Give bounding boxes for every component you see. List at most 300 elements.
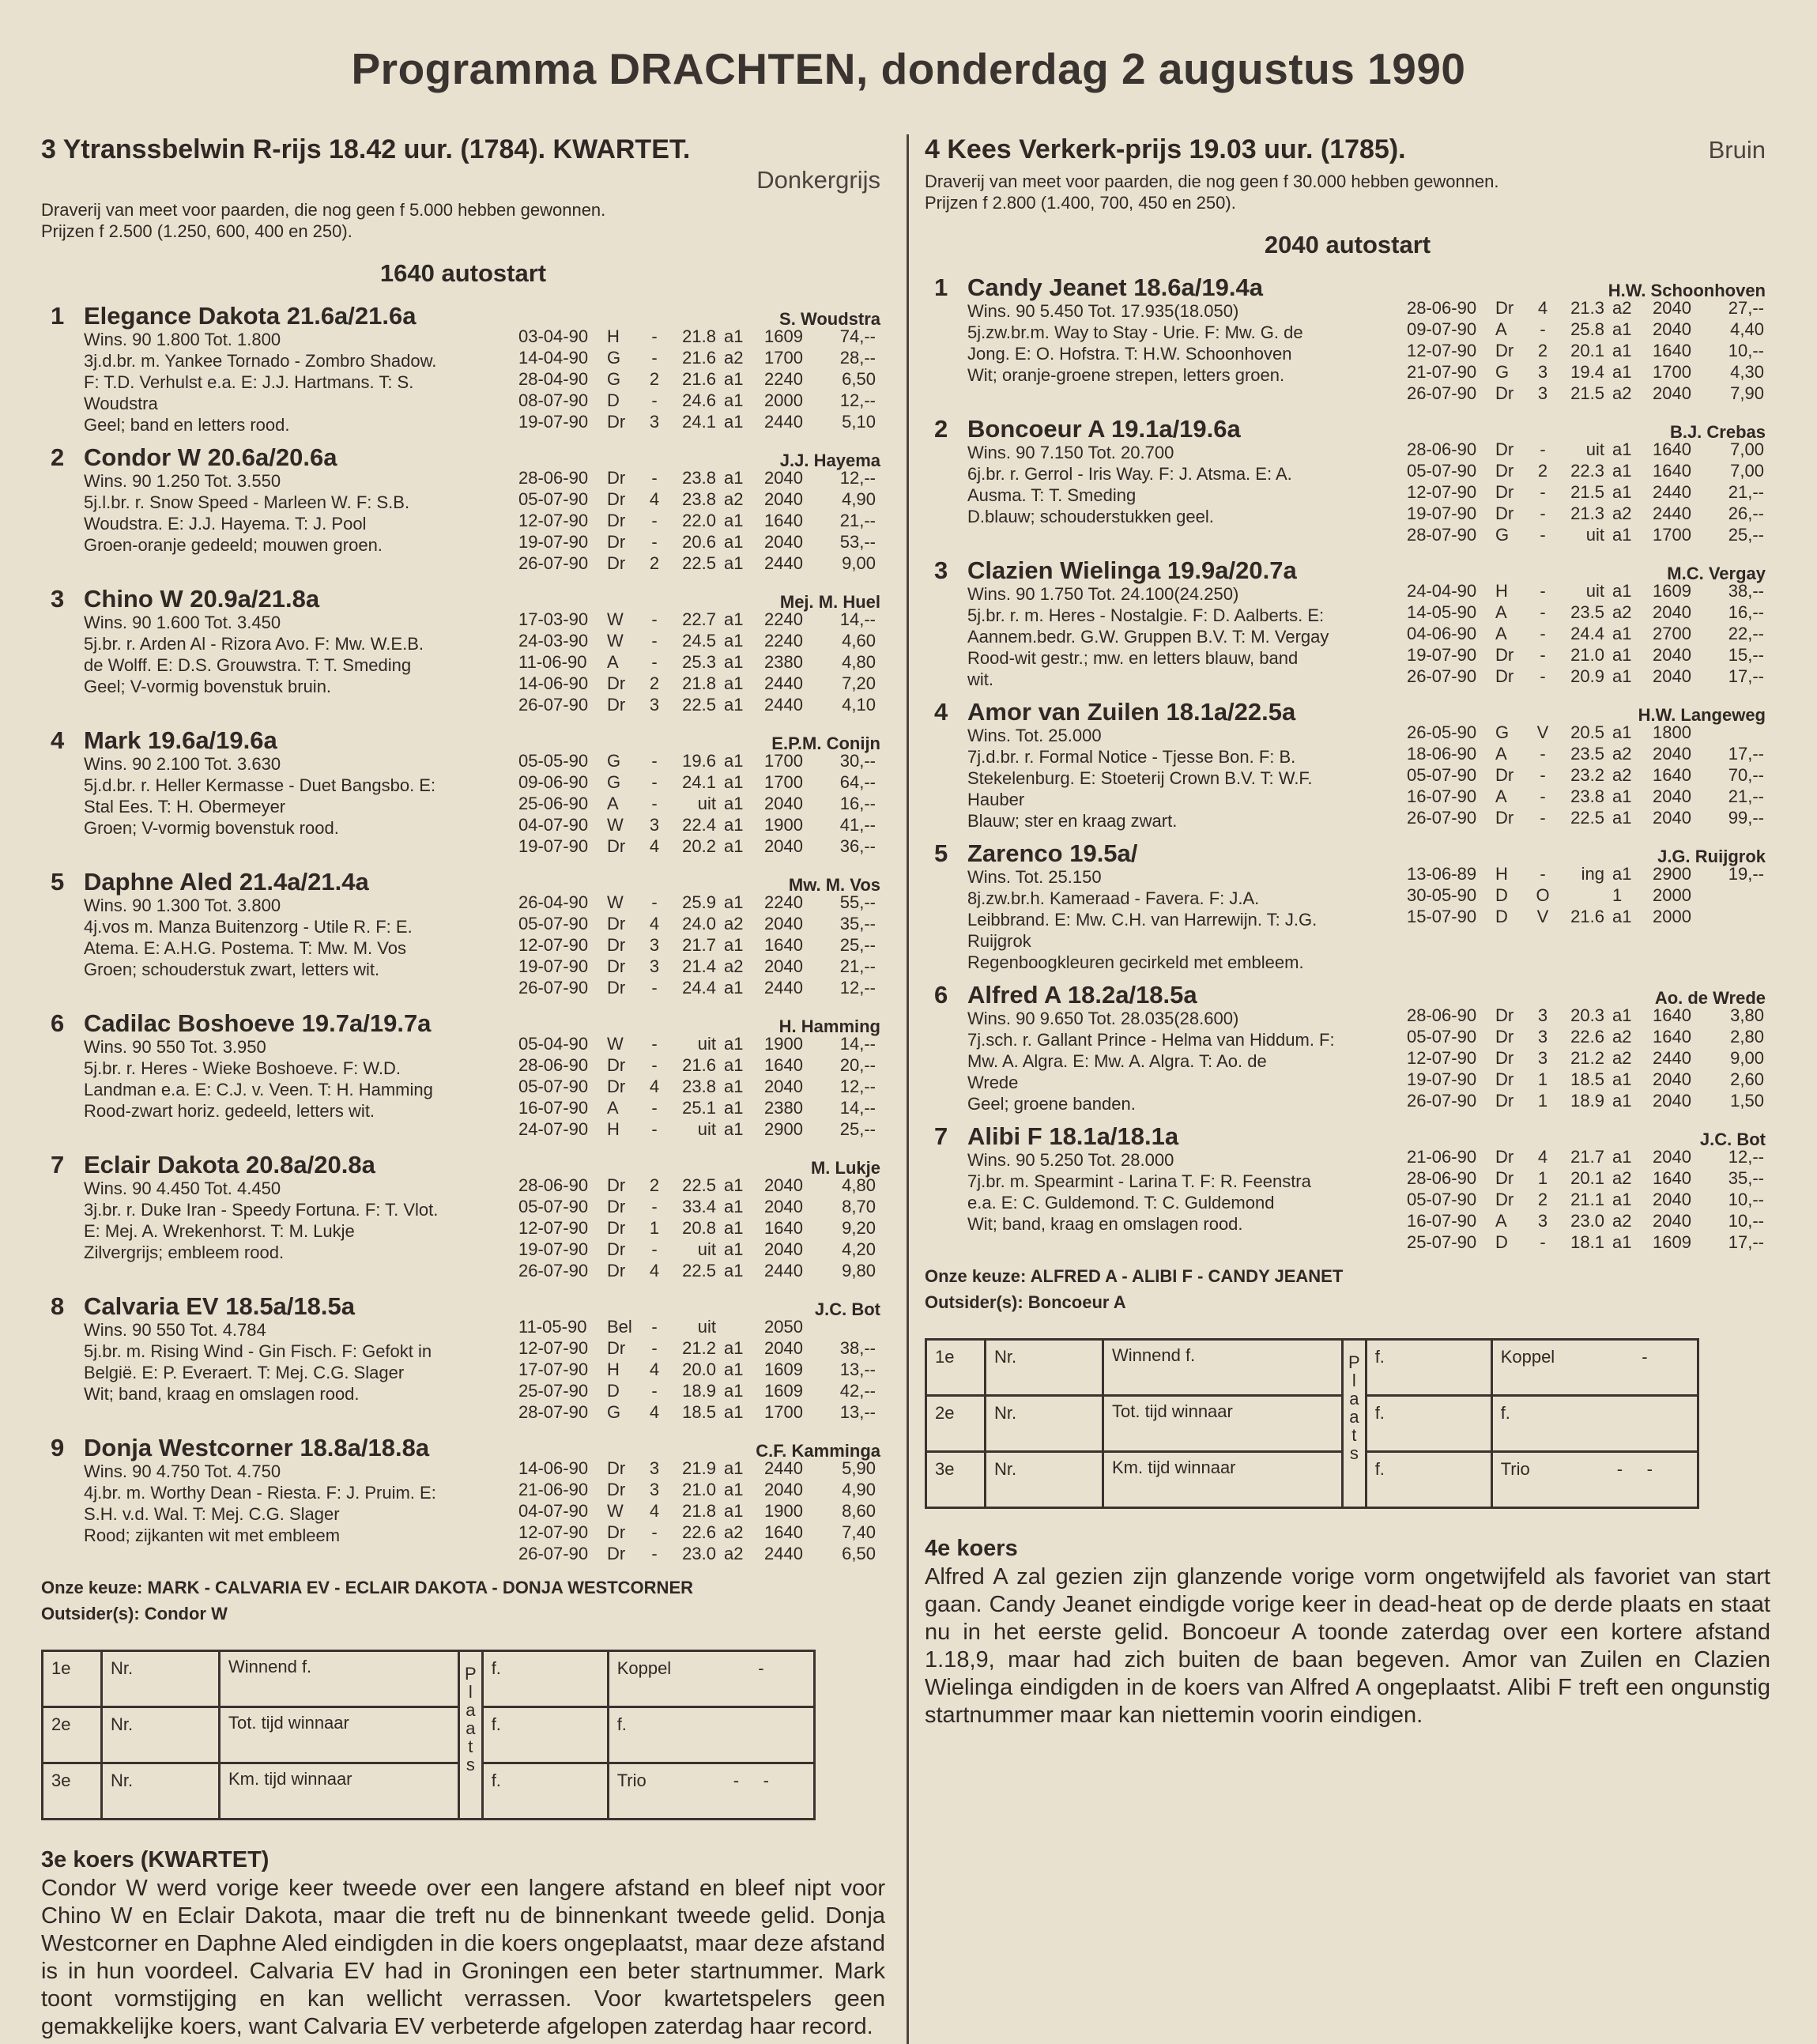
result-track: Dr xyxy=(607,1197,626,1216)
horse-info-line: Wins. 90 5.450 Tot. 17.935(18.050) xyxy=(967,301,1239,321)
horse-name: Amor van Zuilen 18.1a/22.5a xyxy=(967,698,1296,726)
result-prize: 7,20 xyxy=(842,673,876,693)
result-prize: 16,-- xyxy=(839,794,876,813)
result-prize: 6,50 xyxy=(842,369,876,389)
race-start: 1640 autostart xyxy=(379,259,547,287)
horse-header xyxy=(925,836,1770,866)
result-row xyxy=(1407,340,1764,361)
result-start: a1 xyxy=(1612,362,1632,382)
payout-f: f. xyxy=(1366,1340,1491,1396)
horse-body xyxy=(41,1175,885,1289)
result-time: uit xyxy=(697,1119,716,1139)
horse-trainer: J.J. Hayema xyxy=(779,451,880,470)
result-start: a1 xyxy=(1612,1190,1632,1209)
result-track: Dr xyxy=(1495,1168,1514,1188)
result-start: a1 xyxy=(1612,786,1632,806)
result-track: Dr xyxy=(607,553,626,573)
result-date: 12-07-90 xyxy=(1407,341,1477,360)
horse-info-line: Hauber xyxy=(967,790,1025,809)
result-track: H xyxy=(607,326,620,346)
result-prize: 36,-- xyxy=(839,836,876,856)
horse-info xyxy=(967,1149,1398,1235)
result-date: 18-06-90 xyxy=(1407,744,1477,764)
result-time: 21.2 xyxy=(1570,1048,1604,1068)
result-position: 4 xyxy=(649,836,660,856)
result-track: Dr xyxy=(607,1175,626,1195)
koppel-dash: - xyxy=(1642,1347,1648,1367)
result-date: 09-06-90 xyxy=(518,772,589,792)
horse-entry xyxy=(925,553,1770,695)
result-position: - xyxy=(651,326,658,346)
result-track: Dr xyxy=(1495,666,1514,686)
horse-info xyxy=(84,470,515,556)
result-track: Dr xyxy=(1495,383,1514,403)
result-date: 12-07-90 xyxy=(518,1522,589,1542)
result-row xyxy=(1407,1146,1764,1167)
result-track: Dr xyxy=(1495,298,1514,318)
result-track: Dr xyxy=(1495,461,1514,481)
result-start: a1 xyxy=(724,631,744,651)
result-row xyxy=(518,1522,876,1543)
result-date: 26-07-90 xyxy=(1407,808,1477,828)
result-prize: 2,80 xyxy=(1730,1027,1764,1047)
result-position: - xyxy=(651,609,658,629)
result-start: a2 xyxy=(724,914,744,933)
result-distance: 2380 xyxy=(764,652,803,672)
horse-info-line: Wins. Tot. 25.000 xyxy=(967,726,1102,745)
result-prize: 4,60 xyxy=(842,631,876,651)
result-distance: 2900 xyxy=(764,1119,803,1139)
horse-info-line: Zilvergrijs; embleem rood. xyxy=(84,1243,285,1262)
result-track: A xyxy=(1495,602,1507,622)
result-position: 4 xyxy=(649,1402,660,1422)
horse-info xyxy=(967,1008,1398,1114)
horse-info-line: Wins. 90 1.250 Tot. 3.550 xyxy=(84,471,281,491)
result-date: 14-04-90 xyxy=(518,348,589,368)
horse-body xyxy=(925,722,1770,836)
horse-info-line: Leibbrand. E: Mw. C.H. van Harrewijn. T: J.G. xyxy=(967,910,1318,930)
result-time: 21.1 xyxy=(1570,1190,1604,1209)
result-position: O xyxy=(1536,885,1550,905)
result-row xyxy=(1407,460,1764,481)
result-position: 3 xyxy=(649,412,660,432)
condition-line: Draverij van meet voor paarden, die nog geen f 30.000 hebben gewonnen. xyxy=(925,172,1499,191)
result-row xyxy=(1407,644,1764,666)
result-time: 21.3 xyxy=(1570,503,1604,523)
horse-info-line: Wins. 90 9.650 Tot. 28.035(28.600) xyxy=(967,1009,1239,1028)
result-date: 26-07-90 xyxy=(518,1544,589,1563)
race-color: Bruin xyxy=(1708,136,1766,164)
result-prize: 10,-- xyxy=(1728,1190,1764,1209)
horse-entry xyxy=(41,723,885,865)
result-track: Dr xyxy=(1495,482,1514,502)
horse-info-line: Stekelenburg. E: Stoeterij Crown B.V. T: W.F. xyxy=(967,768,1313,788)
horse-info xyxy=(84,329,515,436)
horse-name: Eclair Dakota 20.8a/20.8a xyxy=(84,1151,375,1179)
result-time: uit xyxy=(1585,581,1604,601)
result-prize: 5,10 xyxy=(842,412,876,432)
result-date: 24-07-90 xyxy=(518,1119,589,1139)
result-position: - xyxy=(651,1317,658,1337)
result-date: 28-06-90 xyxy=(1407,1005,1477,1025)
horse-info-line: Wins. Tot. 25.150 xyxy=(967,867,1102,887)
result-prize: 42,-- xyxy=(839,1381,876,1401)
horse-header xyxy=(925,553,1770,583)
horse-body xyxy=(41,1458,885,1572)
result-prize: 7,90 xyxy=(1730,383,1764,403)
result-date: 14-05-90 xyxy=(1407,602,1477,622)
result-row xyxy=(1407,722,1764,743)
result-time: 22.5 xyxy=(1570,808,1604,828)
result-date: 19-07-90 xyxy=(518,836,589,856)
result-start: a2 xyxy=(1612,1168,1632,1188)
results-table xyxy=(518,1458,876,1564)
result-distance: 2440 xyxy=(764,978,803,997)
condition-line: Prijzen f 2.500 (1.250, 600, 400 en 250). xyxy=(41,221,352,241)
horse-info-line: Wins. 90 2.100 Tot. 3.630 xyxy=(84,754,281,774)
result-distance: 2440 xyxy=(764,1458,803,1478)
result-start: a2 xyxy=(1612,383,1632,403)
result-start: a2 xyxy=(1612,602,1632,622)
result-date: 21-07-90 xyxy=(1407,362,1477,382)
result-distance: 2050 xyxy=(764,1317,803,1337)
horse-header xyxy=(41,1431,885,1461)
result-row xyxy=(518,913,876,934)
result-row xyxy=(518,1175,876,1196)
result-position: - xyxy=(1540,624,1546,643)
result-distance: 2440 xyxy=(1653,503,1691,523)
result-date: 17-03-90 xyxy=(518,609,589,629)
comment-text: Alfred A zal gezien zijn glanzende vorige vorm ongetwijfeld als favoriet van start gaan. Candy Jeanet eindigde vorige keer in dead-heat op de derde plaats en staat nu in het eerste gelid. Boncoeur A toonde zaterdag over een kortere afstand 1.18,9, maar had zich buiten de baan begeven. Amor van Zuilen en Clazien Wielinga eindigden in de koers van Alfred A ongeplaatst. Alibi F treft een ongunstig startnummer maar kan niettemin voorin eindigen. xyxy=(925,1564,1770,1728)
result-start: a1 xyxy=(724,1360,744,1379)
horse-info-line: S.H. v.d. Wal. T: Mej. C.G. Slager xyxy=(84,1504,340,1524)
result-track: A xyxy=(607,1098,619,1118)
payout-label: Winnend f. xyxy=(220,1651,459,1707)
horse-name: Elegance Dakota 21.6a/21.6a xyxy=(84,302,417,330)
horse-name: Calvaria EV 18.5a/18.5a xyxy=(84,1292,355,1320)
payout-nr: Nr. xyxy=(102,1763,220,1820)
horse-info-line: Wins. 90 4.450 Tot. 4.450 xyxy=(84,1179,281,1198)
horse-body xyxy=(925,1005,1770,1119)
result-row xyxy=(518,1337,876,1359)
result-prize: 9,80 xyxy=(842,1261,876,1280)
horse-info-line: Regenboogkleuren gecirkeld met embleem. xyxy=(967,952,1304,972)
result-distance: 2240 xyxy=(764,609,803,629)
result-row xyxy=(518,934,876,956)
result-prize: 28,-- xyxy=(839,348,876,368)
result-prize: 15,-- xyxy=(1728,645,1764,665)
result-time: uit xyxy=(1585,439,1604,459)
race-header xyxy=(925,128,1770,168)
result-prize: 4,80 xyxy=(842,652,876,672)
horse-trainer: Ao. de Wrede xyxy=(1654,988,1766,1008)
result-distance: 2240 xyxy=(764,631,803,651)
result-start: a2 xyxy=(724,489,744,509)
result-track: Dr xyxy=(607,412,626,432)
result-prize: 9,00 xyxy=(1730,1048,1764,1068)
horse-info-line: Geel; groene banden. xyxy=(967,1094,1136,1114)
horse-info-line: Wins. 90 5.250 Tot. 28.000 xyxy=(967,1150,1174,1170)
result-position: - xyxy=(651,652,658,672)
result-time: 20.9 xyxy=(1570,666,1604,686)
result-time: 21.8 xyxy=(682,673,716,693)
payout-table xyxy=(41,1650,816,1820)
result-position: 3 xyxy=(1537,1211,1548,1231)
result-time: 24.5 xyxy=(682,631,716,651)
plaats-letter: a xyxy=(1349,1389,1359,1409)
result-position: - xyxy=(651,348,658,368)
result-track: A xyxy=(1495,744,1507,764)
horse-trainer: M.C. Vergay xyxy=(1667,564,1766,583)
result-start: a1 xyxy=(724,326,744,346)
result-position: - xyxy=(651,1034,658,1054)
result-date: 08-07-90 xyxy=(518,390,589,410)
result-track: A xyxy=(607,652,619,672)
result-start: a1 xyxy=(1612,525,1632,545)
payout-f: f. xyxy=(482,1763,608,1820)
result-start: a1 xyxy=(1612,1232,1632,1252)
result-prize: 1,50 xyxy=(1730,1091,1764,1111)
result-position: 4 xyxy=(1537,1147,1548,1167)
result-time: 18.9 xyxy=(682,1381,716,1401)
result-row xyxy=(518,793,876,814)
result-time: 21.5 xyxy=(1570,482,1604,502)
horse-info-line: Ruijgrok xyxy=(967,931,1031,951)
result-position: - xyxy=(1540,666,1546,686)
result-start: a1 xyxy=(1612,341,1632,360)
horse-info-line: de Wolff. E: D.S. Grouwstra. T: T. Smeding xyxy=(84,655,412,675)
result-prize: 30,-- xyxy=(839,751,876,771)
result-row xyxy=(518,694,876,715)
result-prize: 9,20 xyxy=(842,1218,876,1238)
result-track: Dr xyxy=(1495,645,1514,665)
result-time: 20.6 xyxy=(682,532,716,552)
horse-name: Zarenco 19.5a/ xyxy=(967,839,1138,867)
horse-number: 2 xyxy=(934,415,948,443)
result-time: 22.5 xyxy=(682,1175,716,1195)
horse-info xyxy=(84,612,515,697)
result-row xyxy=(1407,1026,1764,1047)
result-track: Dr xyxy=(607,914,626,933)
results-table xyxy=(1407,1146,1764,1253)
result-prize: 17,-- xyxy=(1728,744,1764,764)
results-table xyxy=(1407,722,1764,828)
result-distance: 2440 xyxy=(764,1544,803,1563)
result-position: 4 xyxy=(649,1261,660,1280)
result-distance: 2440 xyxy=(1653,1048,1691,1068)
result-start: a1 xyxy=(724,695,744,715)
result-distance: 2040 xyxy=(764,1077,803,1096)
horse-info-line: Wins. 90 1.750 Tot. 24.100(24.250) xyxy=(967,584,1239,604)
horse-info-line: 5j.zw.br.m. Way to Stay - Urie. F: Mw. G. de xyxy=(967,322,1303,342)
result-position: - xyxy=(651,794,658,813)
result-start: a1 xyxy=(724,1034,744,1054)
horse-info xyxy=(84,753,515,839)
horse-info-line: Wit; band, kraag en omslagen rood. xyxy=(84,1384,360,1404)
horse-entry xyxy=(41,1289,885,1431)
result-start: a1 xyxy=(1612,482,1632,502)
result-distance: 1640 xyxy=(764,1218,803,1238)
result-start: a2 xyxy=(1612,744,1632,764)
horse-entry xyxy=(925,412,1770,553)
horse-info-line: Blauw; ster en kraag zwart. xyxy=(967,811,1178,831)
result-track: Dr xyxy=(607,1055,626,1075)
result-position: - xyxy=(651,1544,658,1563)
payout-row xyxy=(43,1763,815,1820)
result-start: 1 xyxy=(1612,885,1623,905)
result-start: a1 xyxy=(724,468,744,488)
horse-header xyxy=(41,1006,885,1036)
payout-label: Tot. tijd winnaar xyxy=(1103,1396,1343,1452)
result-time: 23.8 xyxy=(682,489,716,509)
result-row xyxy=(1407,297,1764,319)
horse-info xyxy=(967,583,1398,690)
result-prize: 13,-- xyxy=(839,1402,876,1422)
result-track: Dr xyxy=(1495,808,1514,828)
result-time: 20.1 xyxy=(1570,1168,1604,1188)
payout-f: f. xyxy=(482,1707,608,1763)
results-table xyxy=(518,1033,876,1140)
result-date: 14-06-90 xyxy=(518,673,589,693)
result-track: H xyxy=(1495,581,1508,601)
result-prize: 35,-- xyxy=(1728,1168,1764,1188)
result-start: a1 xyxy=(1612,808,1632,828)
result-start: a1 xyxy=(724,609,744,629)
result-start: a1 xyxy=(724,1501,744,1521)
horse-name: Cadilac Boshoeve 19.7a/19.7a xyxy=(84,1009,432,1037)
result-position: 3 xyxy=(649,695,660,715)
result-position: 1 xyxy=(1537,1069,1548,1089)
result-position: 2 xyxy=(1537,1190,1548,1209)
result-track: Dr xyxy=(607,1338,626,1358)
result-start: a2 xyxy=(1612,1211,1632,1231)
result-date: 05-07-90 xyxy=(518,489,589,509)
result-distance: 2040 xyxy=(764,1239,803,1259)
result-time: 18.5 xyxy=(682,1402,716,1422)
horse-body xyxy=(925,866,1770,978)
result-row xyxy=(518,956,876,977)
horse-info-line: 5j.d.br. r. Heller Kermasse - Duet Bangsbo. E: xyxy=(84,775,436,795)
result-date: 19-07-90 xyxy=(1407,645,1477,665)
result-time: 24.4 xyxy=(1570,624,1604,643)
results-table xyxy=(1407,1005,1764,1111)
result-track: Bel xyxy=(607,1317,632,1337)
result-row xyxy=(1407,1047,1764,1069)
horse-info-line: 5j.br. r. Arden Al - Rizora Avo. F: Mw. W.E.B. xyxy=(84,634,424,654)
result-position: 3 xyxy=(1537,1027,1548,1047)
result-track: Dr xyxy=(1495,341,1514,360)
result-time: 23.5 xyxy=(1570,602,1604,622)
result-time: uit xyxy=(697,1317,716,1337)
result-date: 05-07-90 xyxy=(518,1077,589,1096)
result-date: 05-04-90 xyxy=(518,1034,589,1054)
horse-entry xyxy=(925,1119,1770,1261)
result-position: 3 xyxy=(1537,383,1548,403)
result-start: a1 xyxy=(1612,319,1632,339)
result-row xyxy=(1407,1167,1764,1189)
result-distance: 1640 xyxy=(1653,1005,1691,1025)
result-date: 15-07-90 xyxy=(1407,907,1477,926)
result-start: a1 xyxy=(1612,439,1632,459)
result-prize: 4,90 xyxy=(842,1480,876,1499)
result-track: Dr xyxy=(607,1261,626,1280)
result-position: 3 xyxy=(1537,1048,1548,1068)
result-date: 28-07-90 xyxy=(518,1402,589,1422)
outsiders: Outsider(s): Condor W xyxy=(41,1604,228,1624)
result-track: Dr xyxy=(607,978,626,997)
result-row xyxy=(1407,1189,1764,1210)
result-distance: 1700 xyxy=(764,348,803,368)
result-prize: 25,-- xyxy=(1728,525,1764,545)
result-time: 23.0 xyxy=(1570,1211,1604,1231)
result-time: 23.2 xyxy=(1570,765,1604,785)
result-row xyxy=(518,1097,876,1118)
result-date: 25-06-90 xyxy=(518,794,589,813)
result-time: 18.9 xyxy=(1570,1091,1604,1111)
result-prize: 4,80 xyxy=(842,1175,876,1195)
plaats-letter: l xyxy=(468,1682,473,1702)
result-track: Dr xyxy=(1495,1190,1514,1209)
horse-info-line: Stal Ees. T: H. Obermeyer xyxy=(84,797,286,816)
horse-header xyxy=(41,865,885,895)
result-row xyxy=(1407,1210,1764,1231)
result-row xyxy=(1407,863,1764,884)
result-start: a1 xyxy=(724,978,744,997)
horse-info-line: Mw. A. Algra. E: Mw. A. Algra. T: Ao. de xyxy=(967,1051,1267,1071)
result-position: - xyxy=(1540,439,1546,459)
result-track: W xyxy=(607,815,624,835)
result-prize: 16,-- xyxy=(1728,602,1764,622)
result-distance: 1609 xyxy=(1653,581,1691,601)
result-row xyxy=(518,1217,876,1239)
results-table xyxy=(1407,863,1764,927)
result-distance: 2040 xyxy=(1653,645,1691,665)
race-title: 3 Ytranssbelwin R-rijs 18.42 uur. (1784). KWARTET. xyxy=(41,134,691,164)
result-distance: 1609 xyxy=(764,1381,803,1401)
result-date: 24-04-90 xyxy=(1407,581,1477,601)
result-row xyxy=(1407,439,1764,460)
result-start: a1 xyxy=(1612,1147,1632,1167)
result-prize: 12,-- xyxy=(1728,1147,1764,1167)
result-prize: 14,-- xyxy=(839,609,876,629)
result-distance: 2440 xyxy=(764,553,803,573)
result-row xyxy=(518,1500,876,1522)
result-track: A xyxy=(1495,1211,1507,1231)
payout-place: 1e xyxy=(43,1651,102,1707)
result-prize: 17,-- xyxy=(1728,1232,1764,1252)
result-date: 13-06-89 xyxy=(1407,864,1477,884)
horse-info-line: 7j.br. m. Spearmint - Larina T. F: R. Feenstra xyxy=(967,1171,1311,1191)
result-row xyxy=(518,467,876,488)
result-row xyxy=(1407,481,1764,503)
result-start: a1 xyxy=(724,412,744,432)
payout-nr: Nr. xyxy=(986,1396,1103,1452)
result-position: 4 xyxy=(649,1501,660,1521)
result-prize: 53,-- xyxy=(839,532,876,552)
horse-header xyxy=(925,695,1770,725)
result-start: a1 xyxy=(1612,1005,1632,1025)
result-prize: 74,-- xyxy=(839,326,876,346)
results-table xyxy=(518,750,876,857)
result-time: 20.8 xyxy=(682,1218,716,1238)
result-distance: 2040 xyxy=(764,956,803,976)
result-date: 30-05-90 xyxy=(1407,885,1477,905)
result-date: 12-07-90 xyxy=(518,935,589,955)
result-distance: 2040 xyxy=(1653,808,1691,828)
result-track: Dr xyxy=(1495,503,1514,523)
result-start: a1 xyxy=(1612,1069,1632,1089)
result-date: 04-07-90 xyxy=(518,815,589,835)
